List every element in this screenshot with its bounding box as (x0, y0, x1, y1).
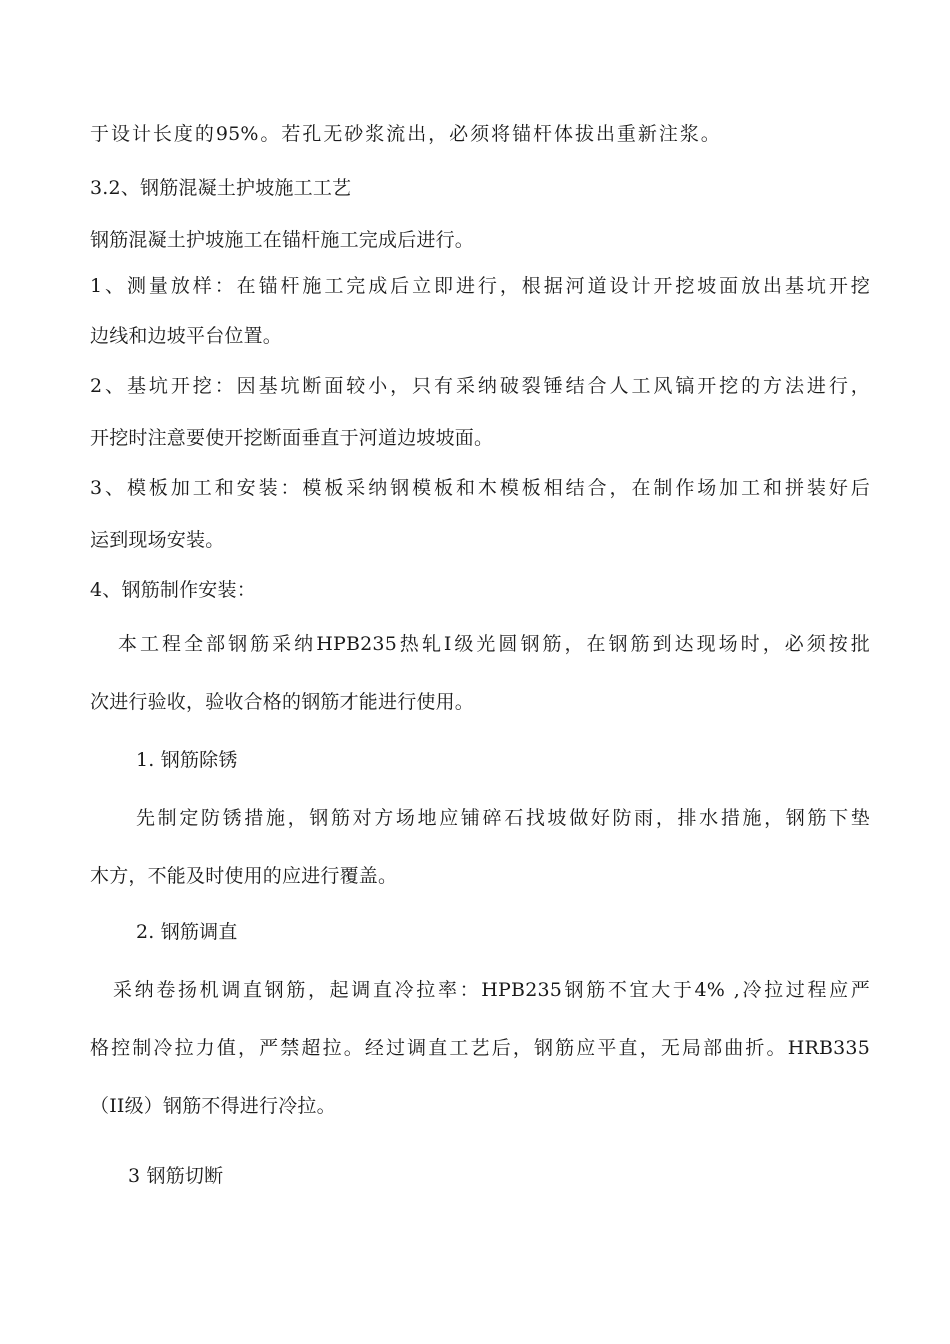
subheading-2: 2. 钢筋调直 (136, 921, 238, 943)
text-line-1: 于设计长度的95%。若孔无砂浆流出，必须将锚杆体拔出重新注浆。 (90, 123, 720, 145)
subheading-3: 3 钢筋切断 (128, 1165, 224, 1187)
text-line-15: 木方，不能及时使用的应进行覆盖。 (90, 865, 398, 887)
subheading-1: 1. 钢筋除锈 (136, 749, 238, 771)
text-line-12: 次进行验收，验收合格的钢筋才能进行使用。 (90, 691, 475, 713)
text-line-6: 2、基坑开挖：因基坑断面较小，只有采纳破裂锤结合人工风镐开挖的方法进行， (90, 375, 870, 397)
text-line-14: 先制定防锈措施，钢筋对方场地应铺碎石找坡做好防雨，排水措施，钢筋下垫 (136, 807, 870, 829)
text-line-17: 采纳卷扬机调直钢筋，起调直冷拉率：HPB235钢筋不宜大于4% ,冷拉过程应严 (113, 979, 870, 1001)
text-line-4: 1、测量放样：在锚杆施工完成后立即进行，根据河道设计开挖坡面放出基坑开挖 (90, 275, 870, 297)
text-line-5: 边线和边坡平台位置。 (90, 325, 283, 347)
text-line-8: 3、模板加工和安装：模板采纳钢模板和木模板相结合，在制作场加工和拼装好后 (90, 477, 870, 499)
text-line-9: 运到现场安装。 (90, 529, 225, 551)
text-line-10: 4、钢筋制作安装： (90, 579, 256, 601)
text-line-11: 本工程全部钢筋采纳HPB235热轧I级光圆钢筋，在钢筋到达现场时，必须按批 (118, 633, 870, 655)
text-line-7: 开挖时注意要使开挖断面垂直于河道边坡坡面。 (90, 427, 494, 449)
text-line-18: 格控制冷拉力值，严禁超拉。经过调直工艺后，钢筋应平直，无局部曲折。HRB335 (90, 1037, 870, 1059)
text-line-3: 钢筋混凝土护坡施工在锚杆施工完成后进行。 (90, 229, 475, 251)
section-heading-3-2: 3.2、钢筋混凝土护坡施工工艺 (90, 177, 352, 199)
text-line-19: （II级）钢筋不得进行冷拉。 (90, 1095, 336, 1117)
